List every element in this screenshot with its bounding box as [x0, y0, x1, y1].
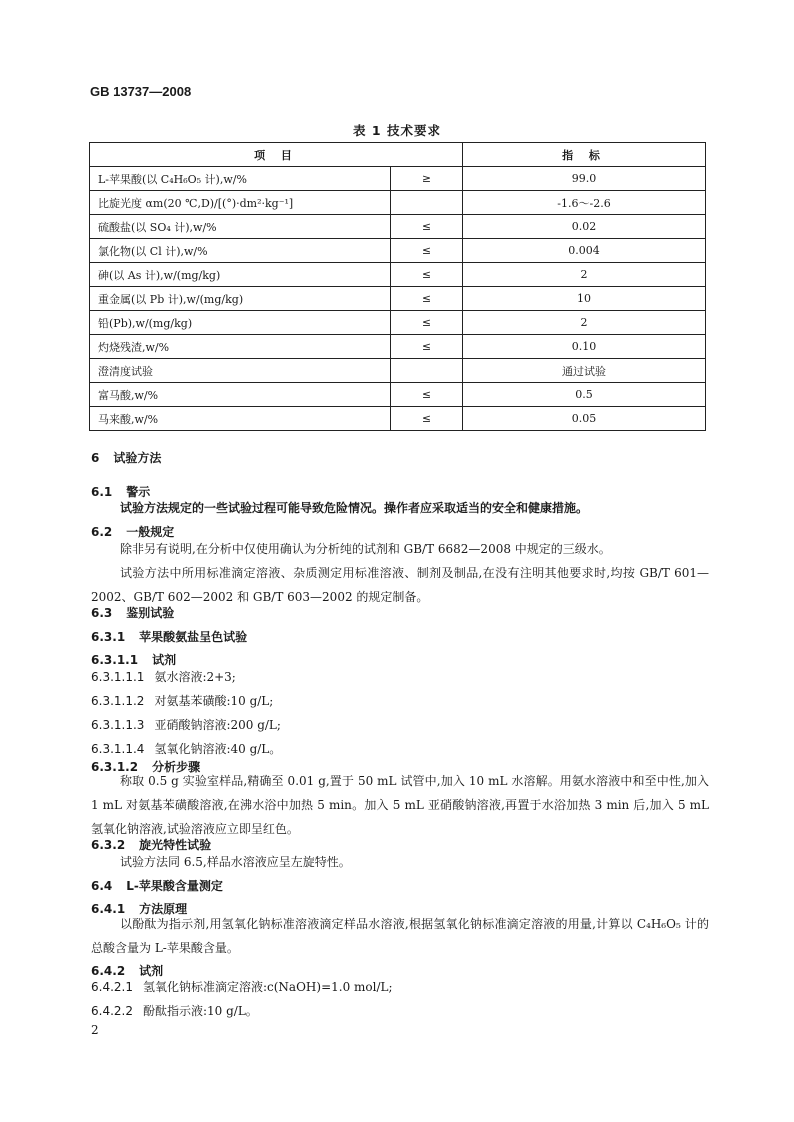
- section-6-4-heading: [91, 877, 223, 894]
- table-row: [90, 215, 706, 239]
- section-number: 6.4.2: [91, 964, 126, 978]
- row-item: L-苹果酸(以 C₄H₆O₅ 计),w/%: [90, 167, 391, 191]
- section-number: 6.3: [91, 606, 113, 620]
- row-value: 99.0: [463, 167, 706, 191]
- section-title: L-苹果酸含量测定: [126, 879, 223, 893]
- general-rule-paragraph-2: 试验方法中所用标准滴定溶液、杂质测定用标准溶液、制剂及制品,在没有注明其他要求时,均按 GB/T 601—2002、GB/T 602—2002 和 GB/T 603—2002 的规定制备。: [91, 566, 709, 604]
- row-item: 澄清度试验: [90, 359, 391, 383]
- analysis-steps-paragraph: 称取 0.5 g 实验室样品,精确至 0.01 g,置于 50 mL 试管中,加入 10 mL 水溶解。用氨水溶液中和至中性,加入 1 mL 对氨基苯磺酸溶液,在沸水浴中加热 5 min。加入 5 mL 亚硝酸钠溶液,再置于水浴加热 3 min 后,加入 5 mL 氢氧化钠溶液,试验溶液应立即呈红色。: [91, 774, 709, 836]
- reagent-number: 6.3.1.1.3: [91, 718, 145, 732]
- section-number: 6: [91, 451, 100, 465]
- table-row: [90, 167, 706, 191]
- reagent-item: [91, 978, 393, 995]
- section-number: 6.2: [91, 525, 113, 539]
- section-title: 苹果酸氨盐呈色试验: [139, 630, 248, 644]
- section-number: 6.3.1.1: [91, 653, 139, 667]
- row-value: 0.05: [463, 407, 706, 431]
- row-item: 氯化物(以 Cl 计),w/%: [90, 239, 391, 263]
- reagent-number: 6.4.2.2: [91, 1004, 133, 1018]
- row-operator: ≤: [391, 215, 463, 239]
- general-rule-paragraph-1: 除非另有说明,在分析中仅使用确认为分析纯的试剂和 GB/T 6682—2008 中规定的三级水。: [120, 542, 611, 556]
- table-row: [90, 359, 706, 383]
- row-item: 铅(Pb),w/(mg/kg): [90, 311, 391, 335]
- row-operator: ≤: [391, 239, 463, 263]
- reagent-number: 6.4.2.1: [91, 980, 133, 994]
- section-title: 旋光特性试验: [139, 838, 212, 852]
- section-number: 6.1: [91, 485, 113, 499]
- table-row: [90, 383, 706, 407]
- table-row: [90, 311, 706, 335]
- standard-code: GB 13737—2008: [90, 84, 192, 99]
- technical-requirements-table: [89, 142, 706, 431]
- row-operator: ≤: [391, 383, 463, 407]
- section-6-3-1-1-heading: [91, 651, 176, 668]
- column-header-item: 项 目: [90, 143, 463, 167]
- section-6-4-2-heading: [91, 962, 163, 979]
- row-value: 10: [463, 287, 706, 311]
- section-number: 6.4.1: [91, 902, 126, 916]
- section-title: 警示: [126, 485, 151, 499]
- warning-text: 试验方法规定的一些试验过程可能导致危险情况。操作者应采取适当的安全和健康措施。: [120, 501, 589, 515]
- reagent-text: 氨水溶液:2+3;: [154, 670, 236, 684]
- section-title: 试剂: [152, 653, 177, 667]
- row-item: 硫酸盐(以 SO₄ 计),w/%: [90, 215, 391, 239]
- row-operator: ≤: [391, 335, 463, 359]
- row-value: 2: [463, 263, 706, 287]
- section-6-3-heading: [91, 604, 174, 621]
- reagent-item: [91, 668, 236, 685]
- section-number: 6.3.1: [91, 630, 126, 644]
- reagent-number: 6.3.1.1.1: [91, 670, 145, 684]
- reagent-text: 酚酞指示液:10 g/L。: [142, 1004, 258, 1018]
- section-title: 鉴别试验: [126, 606, 175, 620]
- reagent-text: 对氨基苯磺酸:10 g/L;: [154, 694, 274, 708]
- table-row: [90, 287, 706, 311]
- section-title: 试剂: [139, 964, 164, 978]
- row-operator: ≤: [391, 263, 463, 287]
- row-item: 比旋光度 αm(20 ℃,D)/[(°)·dm²·kg⁻¹]: [90, 191, 391, 215]
- row-value: -1.6～-2.6: [463, 191, 706, 215]
- section-number: 6.3.1.2: [91, 760, 139, 774]
- page-number: 2: [91, 1023, 99, 1037]
- reagent-item: [91, 716, 281, 733]
- row-operator: ≤: [391, 407, 463, 431]
- table-row: [90, 191, 706, 215]
- row-operator: ≤: [391, 287, 463, 311]
- reagent-text: 氢氧化钠溶液:40 g/L。: [154, 742, 282, 756]
- section-number: 6.3.2: [91, 838, 126, 852]
- reagent-item: [91, 740, 281, 757]
- optical-rotation-paragraph: 试验方法同 6.5,样品水溶液应呈左旋特性。: [120, 855, 351, 869]
- reagent-text: 氢氧化钠标准滴定溶液:c(NaOH)=1.0 mol/L;: [142, 980, 393, 994]
- row-operator: [391, 191, 463, 215]
- row-operator: [391, 359, 463, 383]
- row-item: 砷(以 As 计),w/(mg/kg): [90, 263, 391, 287]
- table-row: [90, 335, 706, 359]
- section-title: 分析步骤: [152, 760, 201, 774]
- section-6-heading: [91, 449, 161, 466]
- table-header-row: [90, 143, 706, 167]
- reagent-item: [91, 692, 273, 709]
- row-item: 马来酸,w/%: [90, 407, 391, 431]
- section-title: 一般规定: [126, 525, 175, 539]
- table-title: 表 1 技术要求: [353, 123, 441, 138]
- row-value: 0.004: [463, 239, 706, 263]
- section-6-3-1-heading: [91, 628, 247, 645]
- row-operator: ≥: [391, 167, 463, 191]
- table-row: [90, 263, 706, 287]
- section-title: 方法原理: [139, 902, 188, 916]
- table-row: [90, 407, 706, 431]
- row-value: 0.02: [463, 215, 706, 239]
- reagent-number: 6.3.1.1.2: [91, 694, 145, 708]
- row-value: 0.10: [463, 335, 706, 359]
- table-row: [90, 239, 706, 263]
- section-number: 6.4: [91, 879, 113, 893]
- row-value: 2: [463, 311, 706, 335]
- reagent-number: 6.3.1.1.4: [91, 742, 145, 756]
- row-item: 重金属(以 Pb 计),w/(mg/kg): [90, 287, 391, 311]
- row-item: 灼烧残渣,w/%: [90, 335, 391, 359]
- row-value: 0.5: [463, 383, 706, 407]
- section-title: 试验方法: [113, 451, 162, 465]
- column-header-value: 指 标: [463, 143, 706, 167]
- method-principle-paragraph: 以酚酞为指示剂,用氢氧化钠标准溶液滴定样品水溶液,根据氢氧化钠标准滴定溶液的用量,计算以 C₄H₆O₅ 计的总酸含量为 L-苹果酸含量。: [91, 917, 709, 955]
- row-item: 富马酸,w/%: [90, 383, 391, 407]
- reagent-item: [91, 1002, 258, 1019]
- row-operator: ≤: [391, 311, 463, 335]
- reagent-text: 亚硝酸钠溶液:200 g/L;: [154, 718, 281, 732]
- row-value: 通过试验: [463, 359, 706, 383]
